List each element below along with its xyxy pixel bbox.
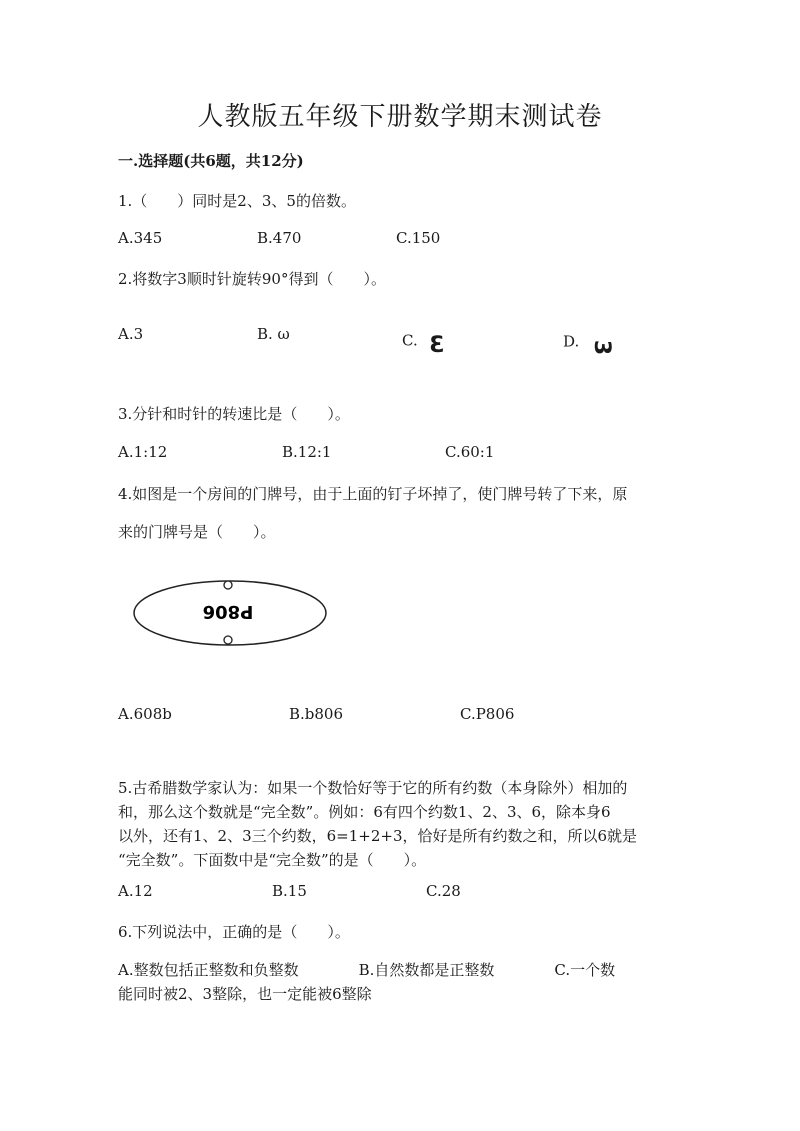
question-5-stem: [118, 776, 678, 872]
door-sign-svg: [133, 578, 333, 650]
question-5-line-4: “完全数”。下面数中是“完全数”的是（ ）。: [118, 851, 427, 869]
question-6-stem: 6.下列说法中，正确的是（ ）。: [118, 923, 350, 941]
question-2-option-a: A.3: [118, 325, 144, 343]
question-2-option-b: B. ω: [257, 325, 290, 343]
question-6-options-line-1: A.整数包括正整数和负整数 B.自然数都是正整数 C.一个数: [118, 961, 616, 979]
question-4-option-b: B.b806: [289, 705, 344, 723]
question-1-option-c: C.150: [396, 229, 441, 247]
rotated-three-glyph-c: 3: [428, 333, 444, 358]
question-6-options-line-2: 能同时被2、3整除，也一定能被6整除: [118, 985, 372, 1003]
question-4-option-a: A.608b: [118, 705, 172, 723]
question-2-option-c: [402, 325, 444, 358]
question-1-option-b: B.470: [257, 229, 302, 247]
question-3-option-a: A.1:12: [118, 443, 168, 461]
door-sign-figure: [133, 578, 333, 654]
question-2-option-d-label: D.: [563, 332, 580, 351]
question-1-stem: 1.（ ）同时是2、3、5的倍数。: [118, 192, 356, 210]
question-1-option-a: A.345: [118, 229, 163, 247]
question-5-line-2: 和，那么这个数就是“完全数”。例如：6有四个约数1、2、3、6，除本身6: [118, 803, 611, 821]
question-3-option-c: C.60:1: [445, 443, 495, 461]
question-2-stem: 2.将数字3顺时针旋转90°得到（ ）。: [118, 270, 386, 288]
question-3-stem: 3.分针和时针的转速比是（ ）。: [118, 405, 350, 423]
question-4-stem-line-1: 4.如图是一个房间的门牌号，由于上面的钉子坏掉了，使门牌号转了下来，原: [118, 485, 628, 503]
nail-hole-top-icon: [224, 581, 232, 589]
question-4-option-c: C.P806: [460, 705, 515, 723]
question-5-option-b: B.15: [272, 882, 307, 900]
question-5-option-a: A.12: [118, 882, 153, 900]
page-title: 人教版五年级下册数学期末测试卷: [197, 102, 603, 132]
question-3-option-b: B.12:1: [282, 443, 332, 461]
question-2-option-d: [563, 325, 615, 360]
question-5-line-1: 5.古希腊数学家认为：如果一个数恰好等于它的所有约数（本身除外）相加的: [118, 779, 628, 797]
question-5-line-3: 以外，还有1、2、3三个约数，6=1+2+3，恰好是所有约数之和，所以6就是: [118, 827, 638, 845]
section-heading: 一.选择题(共6题，共12分): [118, 152, 304, 170]
door-sign-number: P806: [202, 601, 254, 622]
rotated-three-glyph-d: 3: [589, 339, 615, 356]
question-2-option-c-label: C.: [402, 331, 418, 350]
question-5-option-c: C.28: [426, 882, 461, 900]
question-4-stem-line-2: 来的门牌号是（ ）。: [118, 523, 276, 541]
nail-hole-bottom-icon: [224, 636, 232, 644]
question-6-options: [118, 958, 678, 1006]
